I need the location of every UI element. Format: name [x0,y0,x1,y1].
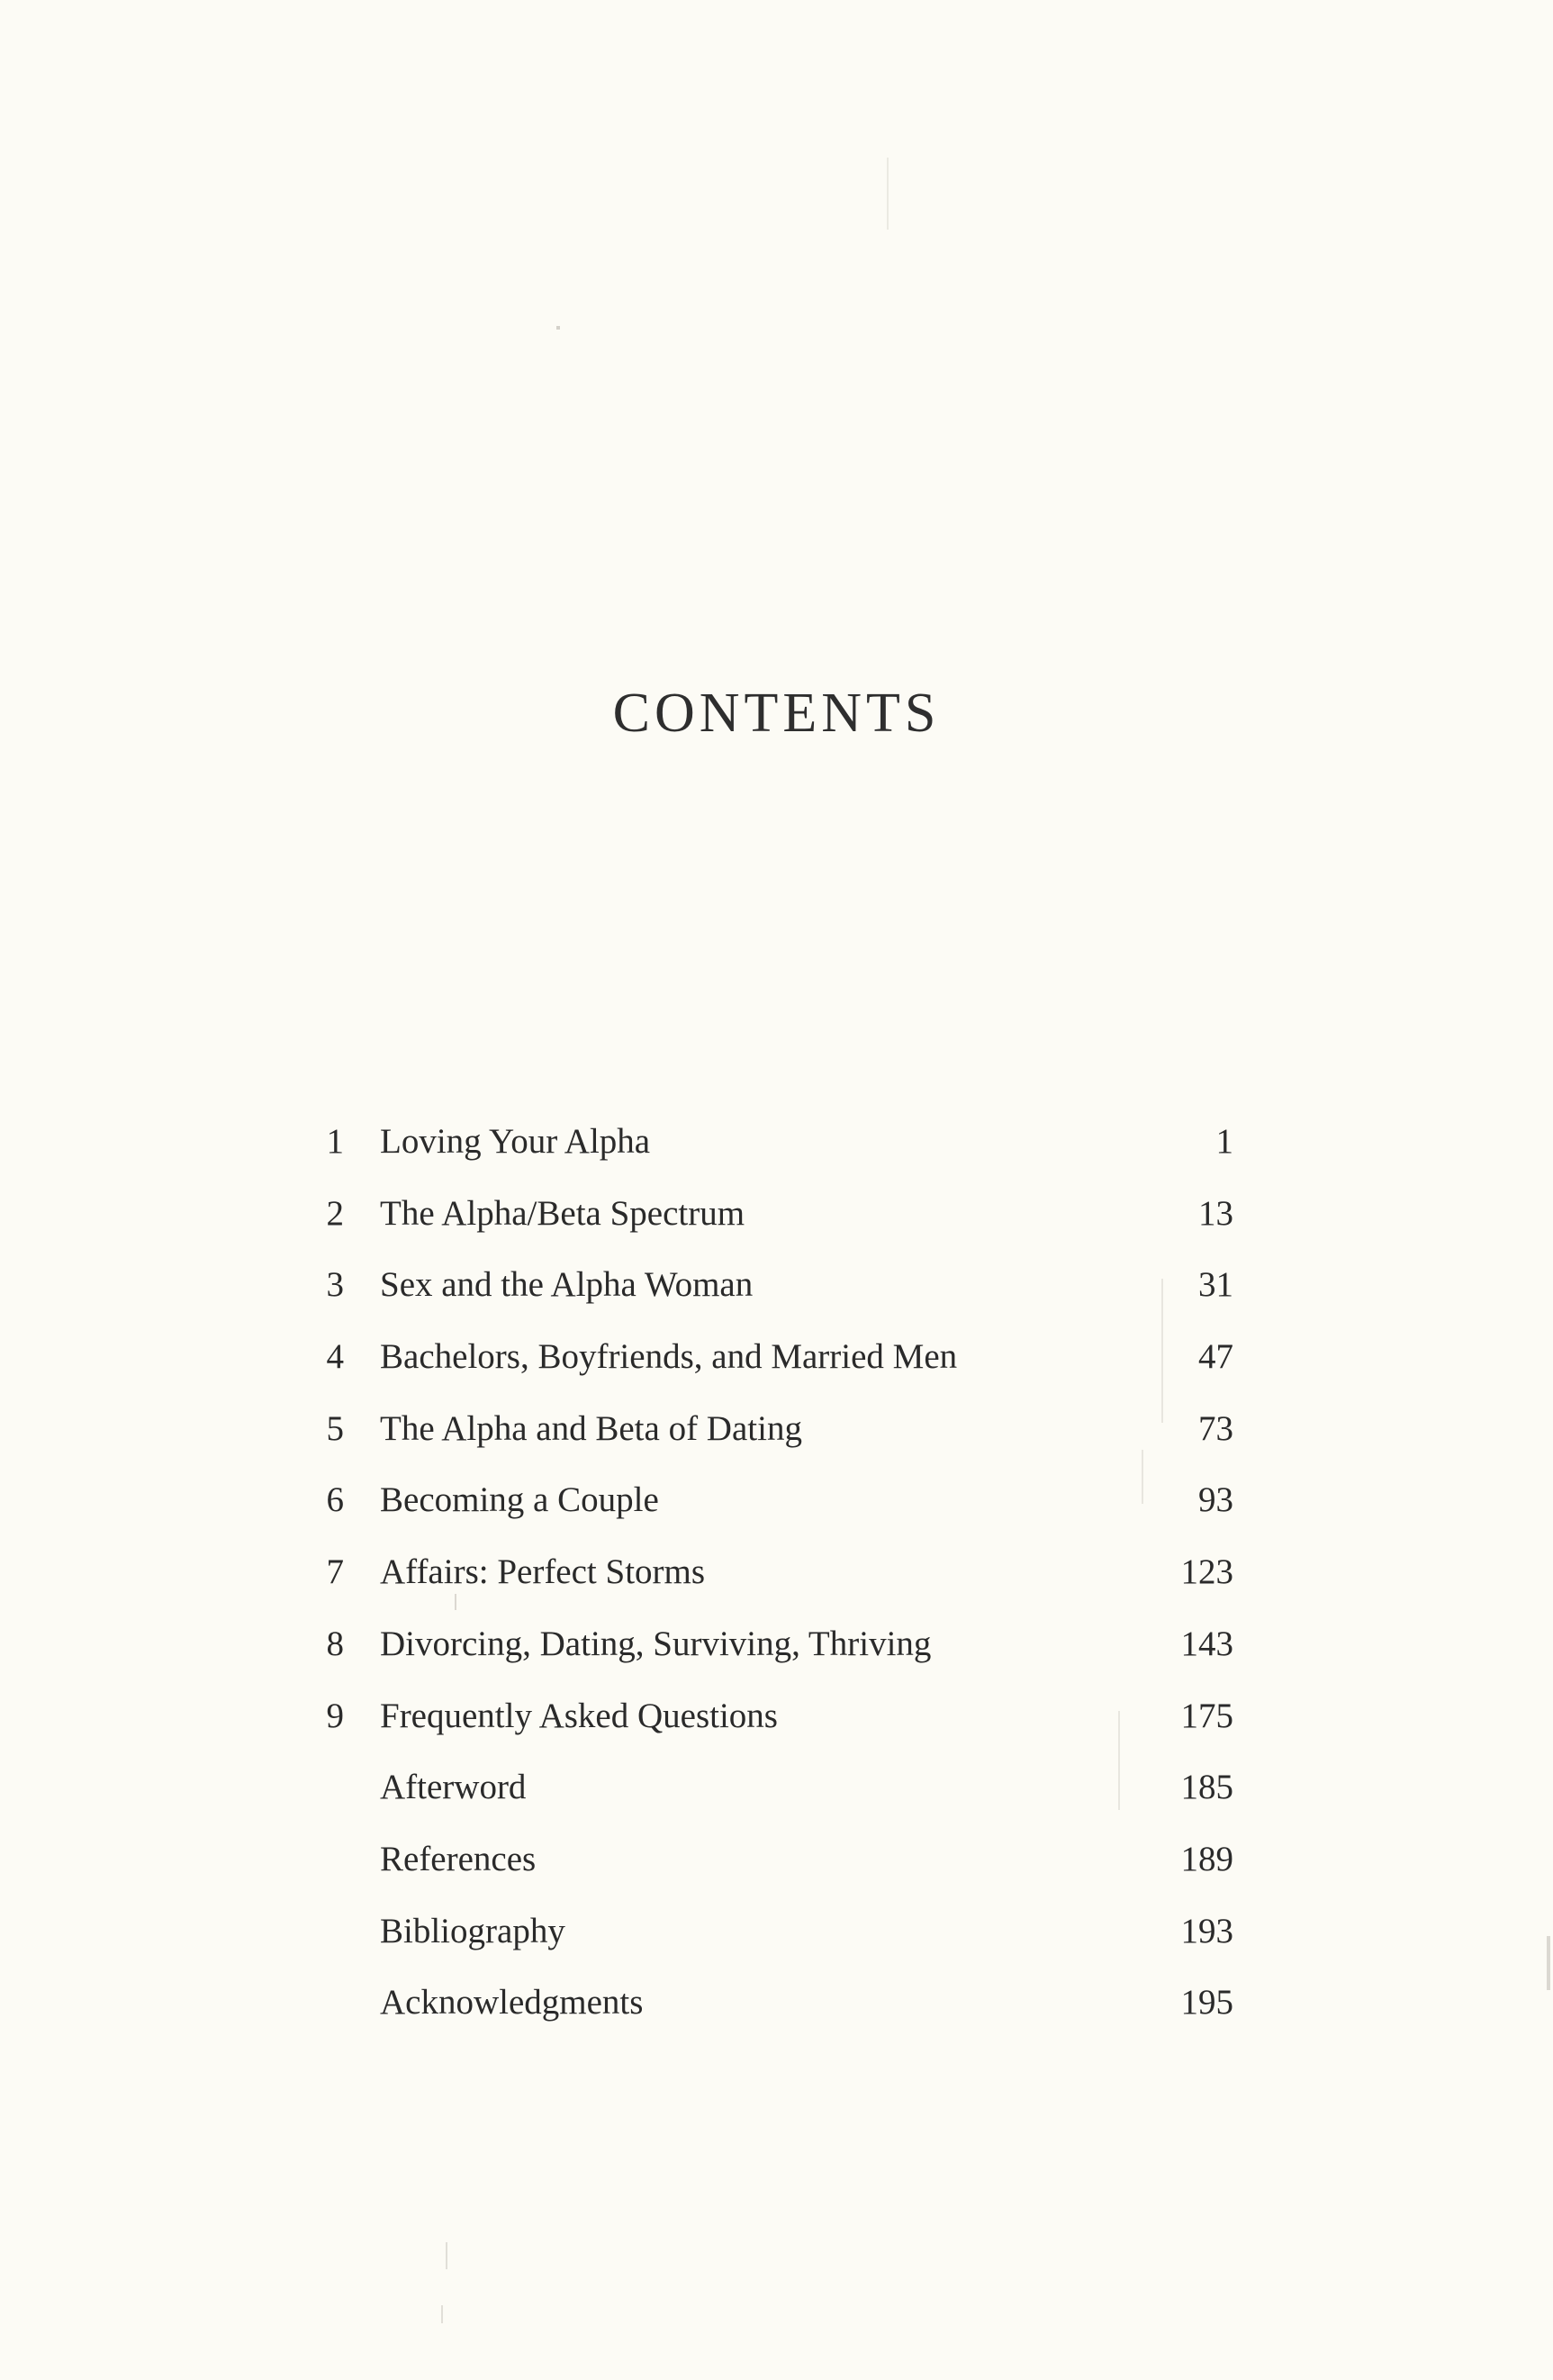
chapter-number: 5 [326,1408,344,1448]
toc-entry[interactable] [306,1967,1242,2039]
chapter-number: 4 [326,1337,344,1377]
chapter-title: Sex and the Alpha Woman [380,1265,754,1305]
chapter-number: 9 [326,1696,344,1735]
chapter-title: Loving Your Alpha [380,1122,651,1161]
chapter-title: Affairs: Perfect Storms [380,1552,706,1592]
chapter-title: Becoming a Couple [380,1480,659,1520]
table-of-contents [306,1106,1242,2039]
page-title: CONTENTS [612,683,941,744]
page-number: 175 [1180,1696,1233,1735]
chapter-title: Divorcing, Dating, Surviving, Thriving [380,1624,932,1663]
chapter-number: 8 [326,1624,344,1663]
page-number: 73 [1198,1408,1233,1448]
chapter-title: The Alpha and Beta of Dating [380,1408,802,1448]
chapter-number: 1 [326,1122,344,1161]
toc-entry[interactable] [306,1896,1242,1968]
toc-entry[interactable] [306,1680,1242,1752]
toc-entry[interactable] [306,1393,1242,1465]
page-number: 195 [1180,1983,1233,2023]
toc-entry[interactable] [306,1178,1242,1250]
chapter-title: Frequently Asked Questions [380,1696,778,1735]
page-number: 143 [1180,1624,1233,1663]
toc-entry[interactable] [306,1464,1242,1536]
page-number: 189 [1180,1839,1233,1878]
page-number: 47 [1198,1337,1233,1377]
chapter-number: 3 [326,1265,344,1305]
toc-entry[interactable] [306,1536,1242,1608]
page-number: 31 [1198,1265,1233,1305]
scan-speck [887,158,889,230]
toc-entry[interactable] [306,1751,1242,1823]
toc-entry[interactable] [306,1823,1242,1896]
page-number: 193 [1180,1911,1233,1950]
toc-entry[interactable] [306,1249,1242,1321]
chapter-title: Bibliography [380,1911,565,1950]
toc-entry[interactable] [306,1106,1242,1178]
scan-speck [446,2242,447,2269]
page-number: 93 [1198,1480,1233,1520]
chapter-title: References [380,1839,537,1878]
scan-speck [556,326,560,330]
page-number: 123 [1180,1552,1233,1592]
chapter-number: 2 [326,1193,344,1233]
page-number: 185 [1180,1768,1233,1807]
chapter-title: Bachelors, Boyfriends, and Married Men [380,1337,958,1377]
scan-speck [441,2305,443,2323]
chapter-title: Acknowledgments [380,1983,644,2023]
page-number: 13 [1198,1193,1233,1233]
scan-speck [1547,1936,1550,1990]
chapter-number: 6 [326,1480,344,1520]
toc-entry[interactable] [306,1608,1242,1680]
toc-entry[interactable] [306,1321,1242,1393]
page-number: 1 [1215,1122,1233,1161]
chapter-number: 7 [326,1552,344,1592]
chapter-title: The Alpha/Beta Spectrum [380,1193,745,1233]
chapter-title: Afterword [380,1768,527,1807]
